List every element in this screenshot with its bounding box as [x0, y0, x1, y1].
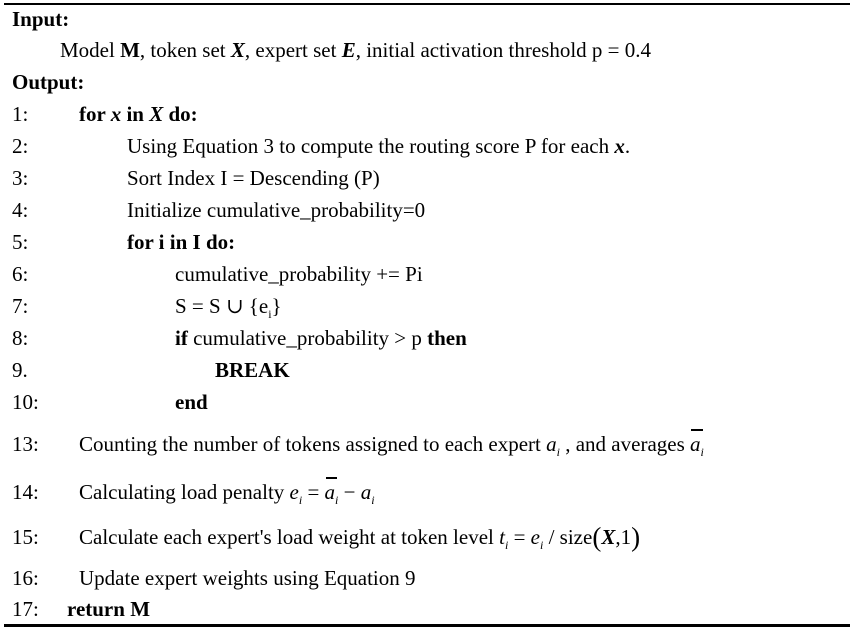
line-number: 3: [12, 166, 29, 190]
line-text: Initialize cumulative_probability=0 [127, 198, 426, 222]
bottom-rule [4, 624, 850, 627]
line-text: Using Equation 3 to compute the routing score P for each x. [127, 134, 631, 158]
line-number: 1: [12, 102, 29, 126]
line-number: 17: [12, 597, 39, 621]
average-symbol: $a_i$ [690, 432, 704, 464]
line-number: 14: [12, 480, 39, 504]
line-text: Sort Index I = Descending (P) [127, 166, 380, 190]
line-number: 7: [12, 294, 29, 318]
line-text: S = S ∪ $\{e_i\}$ [175, 294, 282, 321]
line-number: 16: [12, 566, 39, 590]
break-statement: BREAK [215, 358, 290, 382]
line-number: 2: [12, 134, 29, 158]
line-text: Calculating load penalty $e_i = a_i - a_i$ [79, 480, 375, 512]
average-symbol: $a_i$ [325, 480, 339, 512]
line-number: 10: [12, 390, 39, 414]
line-number: 5: [12, 230, 29, 254]
line-number: 4: [12, 198, 29, 222]
line-text: Update expert weights using Equation 9 [79, 566, 416, 590]
inner-for-statement: for i in I do: [127, 230, 236, 254]
end-statement: end [175, 390, 208, 414]
output-heading: Output: [12, 70, 85, 94]
line-number: 13: [12, 432, 39, 456]
if-statement: if cumulative_probability > p then [175, 326, 467, 350]
line-text: Calculate each expert's load weight at token level $t_i = e_i$ / size(X,1) [79, 522, 641, 552]
line-number: 9. [12, 358, 28, 382]
line-text: cumulative_probability += Pi [175, 262, 423, 286]
line-text: Counting the number of tokens assigned to each expert $a_i$ , and averages $a_i$ [79, 432, 704, 464]
line-number: 15: [12, 525, 39, 549]
top-rule [4, 3, 850, 5]
line-number: 8: [12, 326, 29, 350]
line-number: 6: [12, 262, 29, 286]
return-statement: return M [67, 597, 151, 621]
for-statement: for x in X do: [79, 102, 198, 126]
input-text: Model M, token set X, expert set E, initial activation threshold p = 0.4 [60, 38, 652, 62]
input-heading: Input: [12, 7, 70, 31]
